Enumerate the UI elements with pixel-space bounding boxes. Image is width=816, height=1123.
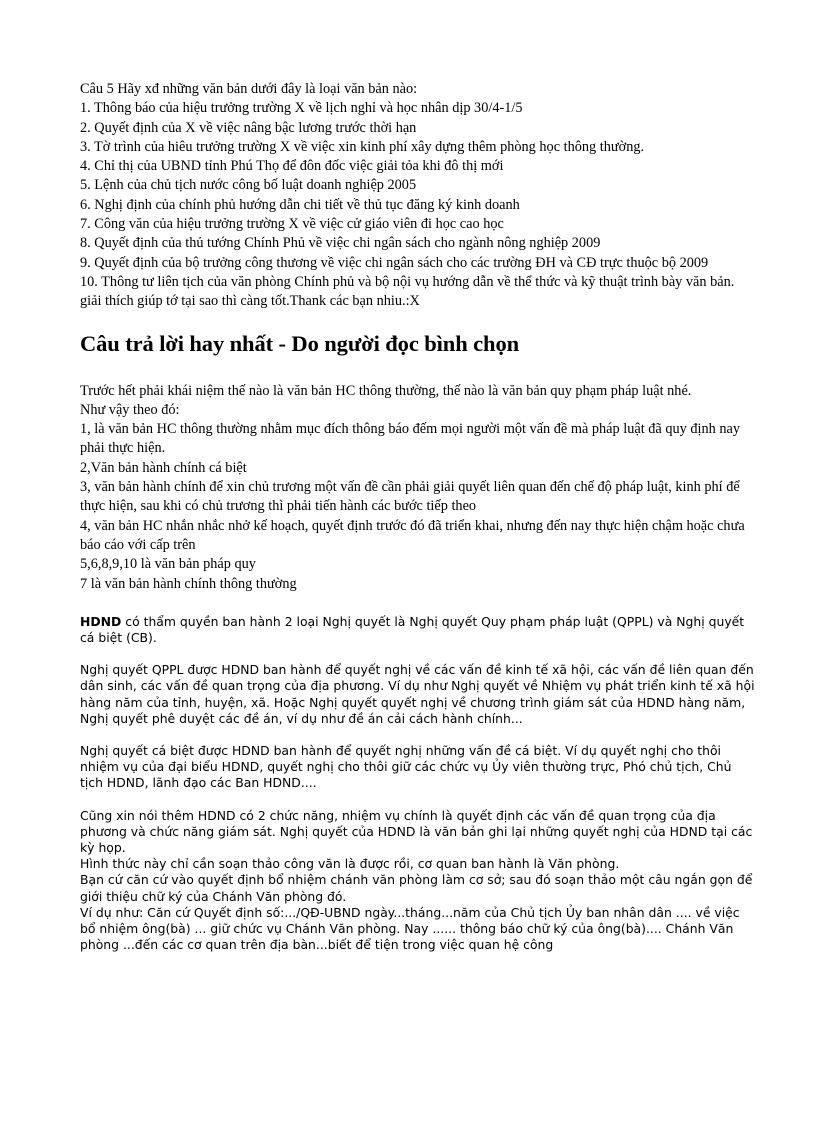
hdnd-section	[80, 614, 758, 954]
hdnd-paragraph-6: Bạn cứ căn cứ vào quyết định bổ nhiệm chánh văn phòng làm cơ sở; sau đó soạn thảo một câu ngắn gọn để giới thiệu chữ ký của Chánh Văn phòng đó.	[80, 872, 753, 904]
hdnd-paragraph-3: Nghị quyết cá biệt được HDND ban hành để quyết nghị những vấn đề cá biệt. Ví dụ quyết nghị cho thôi nhiệm vụ của đại biểu HDND, quyết nghị cho thôi giữ các chức vụ Ủy viên thường trực, Phó chủ tịch, Chủ tịch HDND, lãnh đạo các Ban HDND....	[80, 743, 732, 791]
question-item: 2. Quyết định của X về việc nâng bậc lương trước thời hạn	[80, 119, 417, 136]
answer-line: 7 là văn bản hành chính thông thường	[80, 575, 297, 592]
question-item: 5. Lệnh của chủ tịch nước công bố luật doanh nghiệp 2005	[80, 177, 417, 194]
question-intro: Câu 5 Hãy xđ những văn bản dưới đây là loại văn bản nào:	[80, 81, 418, 97]
answer-line: 4, văn bản HC nhắn nhắc nhở kế hoạch, quyết định trước đó đã triển khai, nhưng đến nay thực hiện chậm hoặc chưa báo cáo với cấp trên	[80, 517, 745, 553]
question-item: 8. Quyết định của thủ tướng Chính Phủ về việc chi ngân sách cho ngành nông nghiệp 2009	[80, 235, 601, 252]
hdnd-paragraph-4: Cũng xin nói thêm HDND có 2 chức năng, nhiệm vụ chính là quyết định các vấn đề quan trọng của địa phương và chức năng giám sát. Nghị quyết của HDND là văn bản ghi lại những quyết nghị của HDND tại các kỳ họp.	[80, 807, 753, 856]
hdnd-bold-term: HDND	[80, 613, 122, 629]
document-page	[80, 80, 758, 953]
hdnd-paragraph-7: Ví dụ như: Căn cứ Quyết định số:.../QĐ-UBND ngày...tháng...năm của Chủ tịch Ủy ban nhân dân .... về việc bổ nhiệm ông(bà) ... giữ chức vụ Chánh Văn phòng. Nay ...... thông báo chữ ký của ông(bà).... Chánh Văn phòng ...đến các cơ quan trên địa bàn...biết để tiện trong việc quan hệ công	[80, 904, 740, 953]
answer-block	[80, 382, 758, 594]
question-block	[80, 80, 758, 312]
hdnd-paragraph-1-text: có thẩm quyền ban hành 2 loại Nghị quyết là Nghị quyết Quy phạm pháp luật (QPPL) và Nghị quyết cá biệt (CB).	[80, 613, 745, 646]
answer-line: 3, văn bản hành chính để xin chủ trương một vấn đề cần phải giải quyết liên quan đến chế độ pháp luật, kinh phí để thực hiện, sau khi có chủ trương thì phải tiến hành các bước tiếp theo	[80, 479, 740, 515]
question-closing: giải thích giúp tớ tại sao thì càng tốt.Thank các bạn nhiu.:X	[80, 293, 420, 310]
answer-line: 2,Văn bản hành chính cá biệt	[80, 459, 247, 476]
best-answer-heading: Câu trả lời hay nhất - Do người đọc bình chọn	[80, 330, 520, 356]
question-item: 3. Tờ trình của hiêu trưởng trường X về việc xin kinh phí xây dựng thêm phòng học thông thường.	[80, 138, 645, 155]
question-item: 7. Công văn của hiệu trưởng trường X về việc cử giáo viên đi học cao học	[80, 216, 504, 233]
hdnd-paragraph-5: Hình thức này chỉ cần soạn thảo công văn là được rồi, cơ quan ban hành là Văn phòng.	[80, 856, 620, 872]
answer-line: Như vậy theo đó:	[80, 401, 180, 418]
answer-line: 5,6,8,9,10 là văn bản pháp quy	[80, 556, 256, 573]
question-item: 9. Quyết định của bộ trưởng công thương về việc chi ngân sách cho các trường ĐH và CĐ trực thuộc bộ 2009	[80, 254, 709, 271]
hdnd-paragraph-1	[80, 614, 758, 646]
hdnd-paragraph-2: Nghị quyết QPPL được HDND ban hành để quyết nghị về các vấn đề kinh tế xã hội, các vấn đề liên quan đến dân sinh, các vấn đề quan trọng của địa phương. Ví dụ như Nghị quyết về Nhiệm vụ phát triển kinh tế xã hội hàng năm của tỉnh, huyện, xã. Hoặc Nghị quyết quyết nghị về chương trình giám sát của HDND hàng năm, Nghị quyết phê duyệt các đề án, ví dụ như đề án cải cách hành chính...	[80, 662, 755, 726]
answer-line: Trước hết phải khái niệm thế nào là văn bản HC thông thường, thế nào là văn bản quy phạm pháp luật nhé.	[80, 382, 692, 399]
question-item: 10. Thông tư liên tịch của văn phòng Chính phủ và bộ nội vụ hướng dẫn về thể thức và kỹ thuật trình bày văn bản.	[80, 273, 735, 290]
question-item: 4. Chỉ thị của UBND tỉnh Phú Thọ để đôn đốc việc giải tỏa khi đô thị mới	[80, 158, 504, 175]
question-item: 6. Nghị định của chính phủ hướng dẫn chi tiết về thủ tục đăng ký kinh doanh	[80, 196, 520, 213]
question-item: 1. Thông báo của hiệu trưởng trường X về lịch nghỉ và học nhân dịp 30/4-1/5	[80, 100, 523, 117]
answer-line: 1, là văn bản HC thông thường nhằm mục đích thông báo đếm mọi người một vấn đề mà pháp luật đã quy định nay phải thực hiện.	[80, 421, 740, 457]
